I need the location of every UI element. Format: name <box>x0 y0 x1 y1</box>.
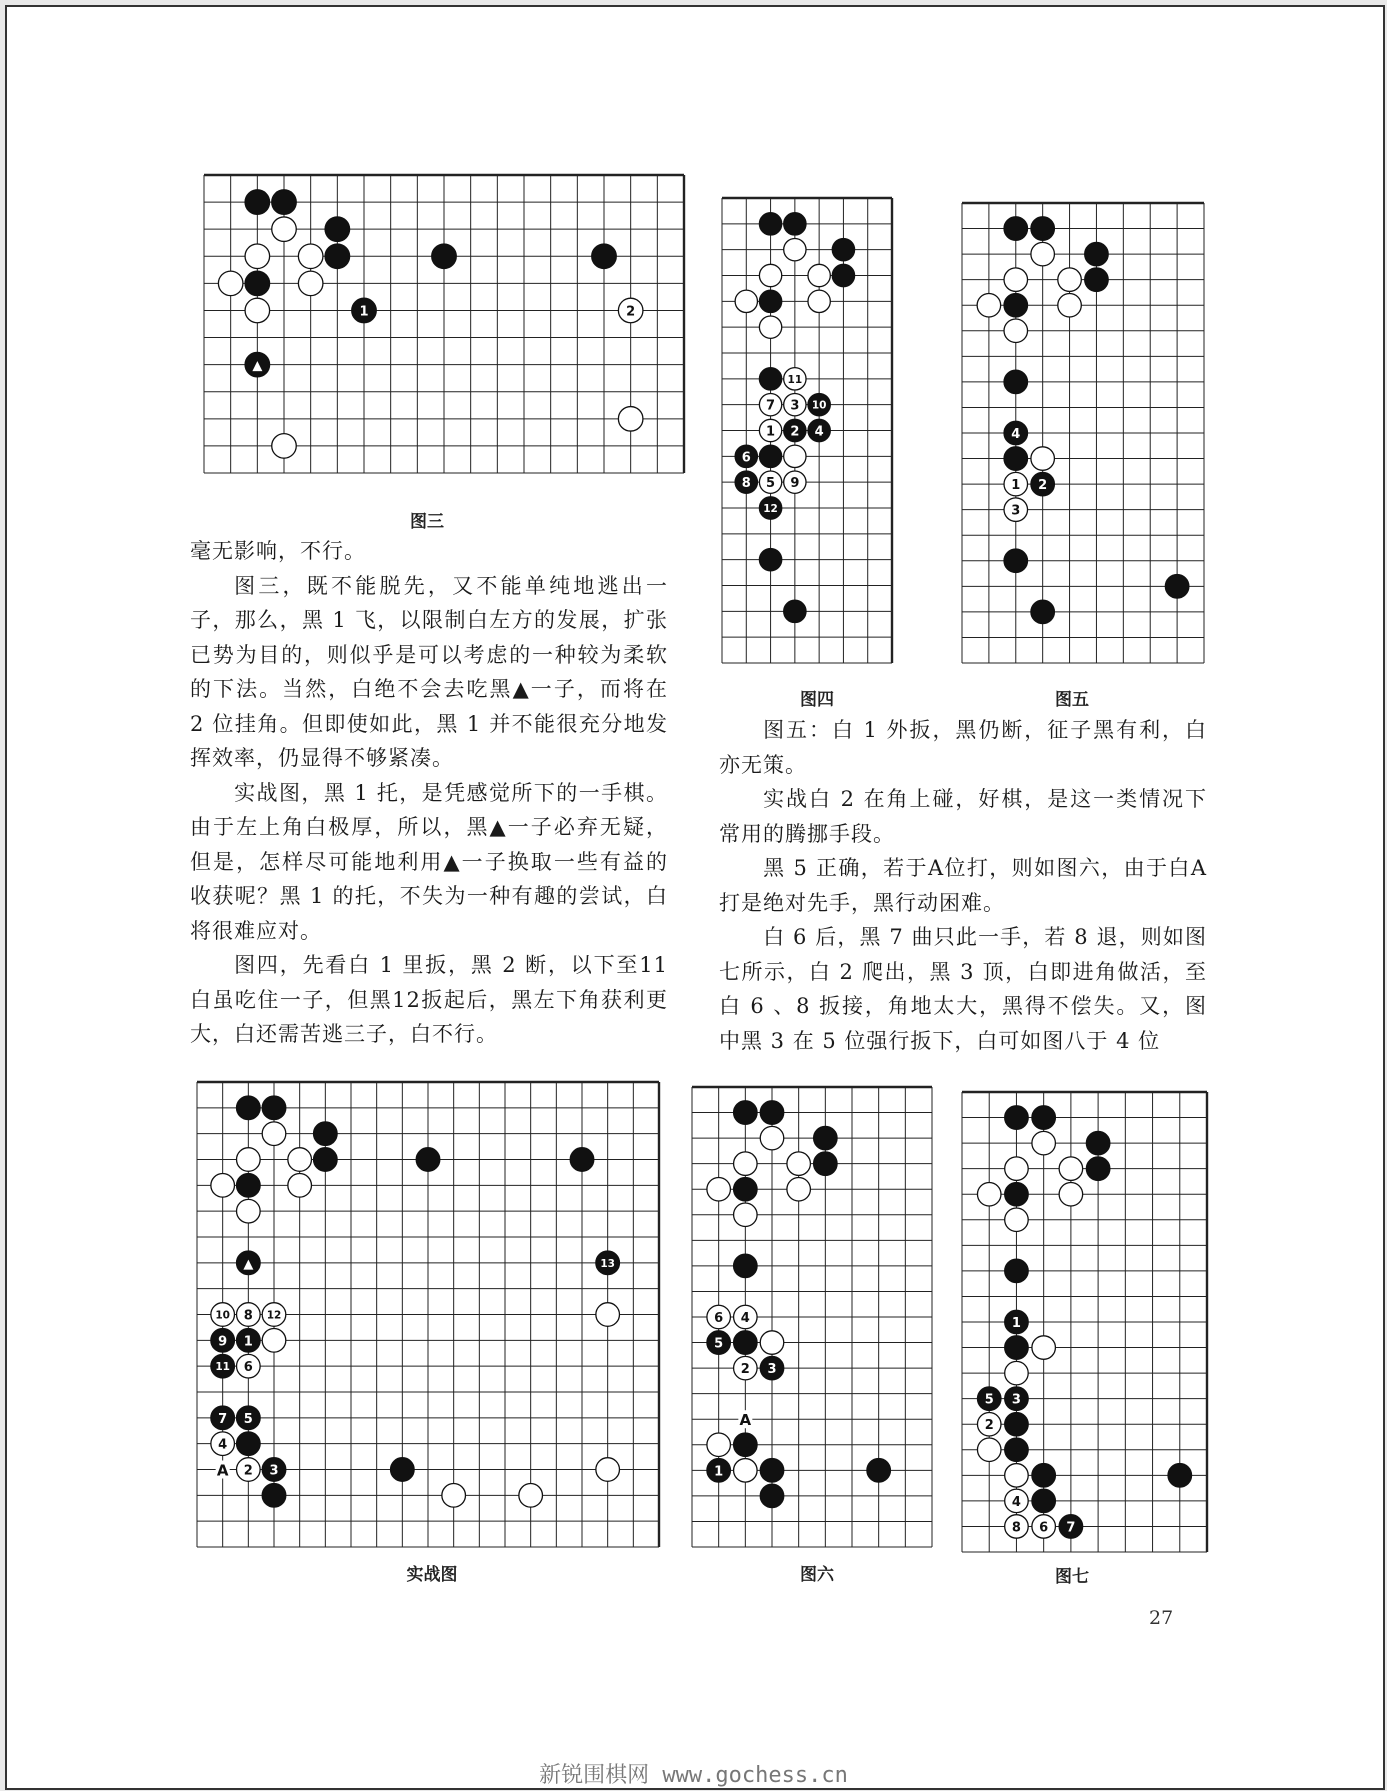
stone-number: 7 <box>766 398 776 414</box>
black-stone <box>759 368 781 390</box>
black-stone <box>759 548 781 570</box>
white-stone <box>1005 1157 1029 1181</box>
caption-fig7: 图七 <box>1055 1567 1089 1587</box>
stone-number: 11 <box>787 373 803 386</box>
black-stone <box>1005 1412 1029 1436</box>
black-stone <box>1086 1157 1110 1181</box>
stone-number: 6 <box>741 450 751 466</box>
paragraph: 毫无影响，不行。 <box>190 539 366 563</box>
stone-number: 1 <box>766 424 776 440</box>
black-stone <box>759 213 781 235</box>
stone-number: 1 <box>359 304 369 320</box>
stone-number: ▲ <box>252 358 263 374</box>
black-stone <box>1165 575 1189 599</box>
white-stone <box>245 244 270 269</box>
black-stone <box>1004 447 1028 471</box>
board-svg <box>962 1092 1207 1552</box>
stone-number: 2 <box>243 1463 253 1479</box>
white-stone <box>1058 268 1082 292</box>
black-stone <box>784 600 806 622</box>
stone-number: 10 <box>215 1309 230 1322</box>
board-fig5 <box>962 203 1204 663</box>
white-stone <box>977 293 1001 317</box>
board-fig3 <box>204 175 684 473</box>
black-stone <box>1086 1131 1110 1155</box>
black-stone <box>832 238 854 260</box>
board-fig4 <box>722 198 892 663</box>
watermark: 新锐围棋网 www.gochess.cn <box>539 1763 848 1788</box>
black-stone <box>1031 217 1055 241</box>
white-stone <box>288 1174 312 1198</box>
black-stone <box>1031 600 1055 624</box>
point-label: A <box>739 1411 752 1430</box>
white-stone <box>808 290 830 312</box>
white-stone <box>808 264 830 286</box>
stone-number: 3 <box>1011 503 1021 519</box>
stone-number: 5 <box>984 1392 994 1408</box>
black-stone <box>262 1484 286 1508</box>
black-stone <box>570 1148 594 1172</box>
stone-number: 3 <box>1011 1392 1021 1408</box>
stone-number: 2 <box>740 1362 750 1378</box>
white-stone <box>1059 1182 1083 1206</box>
board-shizhan <box>197 1082 659 1547</box>
white-stone <box>707 1177 731 1201</box>
caption-shizhan: 实战图 <box>406 1565 458 1585</box>
white-stone <box>262 1122 286 1146</box>
white-stone <box>1004 319 1028 343</box>
caption-fig3: 图三 <box>410 512 444 532</box>
white-stone <box>272 434 297 459</box>
black-stone <box>1004 217 1028 241</box>
paragraph: 实战白 2 在角上碰，好棋，是这一类情况下常用的腾挪手段。 <box>719 787 1207 846</box>
stone-number: 11 <box>215 1361 230 1374</box>
black-stone <box>1005 1259 1029 1283</box>
white-stone <box>977 1438 1001 1462</box>
white-stone <box>298 271 323 296</box>
black-stone <box>760 1101 784 1125</box>
black-stone <box>734 1331 758 1355</box>
black-stone <box>1005 1438 1029 1462</box>
white-stone <box>519 1484 543 1508</box>
white-stone <box>759 316 781 338</box>
stone-number: 5 <box>243 1411 253 1427</box>
stone-number: 3 <box>767 1362 777 1378</box>
white-stone <box>218 271 243 296</box>
black-stone <box>1085 268 1109 292</box>
black-stone <box>1085 242 1109 266</box>
black-stone <box>314 1122 338 1146</box>
white-stone <box>1004 268 1028 292</box>
book-page <box>5 5 1385 1790</box>
white-stone <box>784 445 806 467</box>
white-stone <box>1005 1464 1029 1488</box>
caption-fig4: 图四 <box>800 690 834 710</box>
white-stone <box>734 1459 758 1483</box>
black-stone <box>1005 1336 1029 1360</box>
white-stone <box>618 407 643 432</box>
white-stone <box>211 1174 235 1198</box>
white-stone <box>760 1126 784 1150</box>
white-stone <box>1031 447 1055 471</box>
stone-number: 4 <box>218 1437 228 1453</box>
black-stone <box>1005 1106 1029 1130</box>
paragraph: 实战图，黑 1 托，是凭感觉所下的一手棋。由于左上角白极厚，所以，黑▲一子必弃无疑，但是，怎样尽可能地利用▲一子换取一些有益的收获呢？黑 1 的托，不失为一种有趣的尝试，白将很难应对。 <box>190 780 668 943</box>
right-text-column <box>719 713 1207 1058</box>
white-stone <box>760 1331 784 1355</box>
board-fig6 <box>692 1087 932 1547</box>
black-stone <box>760 1459 784 1483</box>
black-stone <box>391 1458 415 1482</box>
white-stone <box>1005 1208 1029 1232</box>
stone-number: 8 <box>243 1308 253 1324</box>
black-stone <box>1168 1464 1192 1488</box>
board-svg <box>692 1087 932 1547</box>
white-stone <box>237 1148 261 1172</box>
white-stone <box>1031 242 1055 266</box>
black-stone <box>237 1096 261 1120</box>
stone-number: 10 <box>811 399 827 412</box>
white-stone <box>288 1148 312 1172</box>
white-stone <box>787 1152 811 1176</box>
stone-number: 4 <box>1011 427 1021 442</box>
white-stone <box>596 1458 620 1482</box>
paragraph: 图三，既不能脱先，又不能单纯地逃出一子，那么，黑 1 飞，以限制白左方的发展，扩张已势为目的，则似乎是可以考虑的一种较为柔软的下法。当然，白绝不会去吃黑▲一子，而将在 2 位挂角。但即使如此，黑 1 并不能很充分地发挥效率，仍显得不够紧凑。 <box>190 573 668 770</box>
stone-number: 2 <box>790 424 800 440</box>
paragraph: 白 6 后，黑 7 曲只此一手，若 8 退，则如图七所示，白 2 爬出，黑 3 顶，白即进角做活，至白 6 、8 扳接，角地太大，黑得不偿失。又，图中黑 3 在 5 位强行扳下，白可如图八于 4 位 <box>719 925 1207 1053</box>
stone-number: 4 <box>740 1311 750 1326</box>
white-stone <box>977 1182 1001 1206</box>
board-svg <box>197 1082 659 1547</box>
black-stone <box>832 264 854 286</box>
white-stone <box>759 264 781 286</box>
caption-fig5: 图五 <box>1055 690 1089 710</box>
black-stone <box>1004 370 1028 394</box>
stone-number: 12 <box>763 503 778 515</box>
stone-number: 1 <box>714 1464 724 1480</box>
black-stone <box>814 1126 838 1150</box>
white-stone <box>1058 293 1082 317</box>
white-stone <box>784 238 806 260</box>
white-stone <box>298 244 323 269</box>
stone-number: 2 <box>1038 478 1048 494</box>
caption-fig6: 图六 <box>800 1565 834 1585</box>
black-stone <box>245 190 270 215</box>
stone-number: 2 <box>626 304 636 320</box>
board-svg <box>722 198 892 663</box>
white-stone <box>272 217 297 242</box>
white-stone <box>442 1484 466 1508</box>
white-stone <box>237 1199 261 1223</box>
stone-number: 13 <box>600 1257 615 1270</box>
white-stone <box>734 1203 758 1227</box>
white-stone <box>262 1329 286 1353</box>
black-stone <box>734 1433 758 1457</box>
point-label: A <box>216 1461 229 1480</box>
stone-number: 8 <box>1011 1520 1021 1536</box>
board-fig7 <box>962 1092 1207 1552</box>
stone-number: 9 <box>790 476 800 492</box>
black-stone <box>432 244 457 269</box>
paragraph: 黑 5 正确，若于A位打，则如图六，由于白A打是绝对先手，黑行动困难。 <box>719 856 1207 915</box>
white-stone <box>1032 1336 1056 1360</box>
stone-number: 1 <box>1011 1316 1021 1331</box>
paragraph: 图五：白 1 外扳，黑仍断，征子黑有利，白亦无策。 <box>719 718 1207 777</box>
black-stone <box>237 1174 261 1198</box>
white-stone <box>707 1433 731 1457</box>
stone-number: 5 <box>766 476 776 492</box>
black-stone <box>416 1148 440 1172</box>
black-stone <box>759 290 781 312</box>
white-stone <box>1032 1131 1056 1155</box>
black-stone <box>592 244 617 269</box>
stone-number: 7 <box>218 1411 228 1427</box>
stone-number: ▲ <box>243 1256 254 1272</box>
stone-number: 1 <box>1011 478 1021 494</box>
stone-number: 4 <box>814 424 824 440</box>
black-stone <box>272 190 297 215</box>
black-stone <box>734 1177 758 1201</box>
black-stone <box>325 244 350 269</box>
page-number: 27 <box>1149 1607 1174 1629</box>
stone-number: 6 <box>714 1311 724 1326</box>
black-stone <box>867 1459 891 1483</box>
board-svg <box>204 175 684 473</box>
black-stone <box>734 1101 758 1125</box>
black-stone <box>1004 549 1028 573</box>
black-stone <box>262 1096 286 1120</box>
stone-number: 5 <box>714 1336 724 1352</box>
stone-number: 12 <box>266 1309 282 1322</box>
black-stone <box>734 1254 758 1278</box>
black-stone <box>314 1148 338 1172</box>
black-stone <box>325 217 350 242</box>
black-stone <box>814 1152 838 1176</box>
white-stone <box>245 298 270 323</box>
white-stone <box>1005 1361 1029 1385</box>
black-stone <box>760 1484 784 1508</box>
paragraph: 图四，先看白 1 里扳，黑 2 断，以下至11白虽吃住一子，但黑12扳起后，黑左下角获利更大，白还需苦逃三子，白不行。 <box>190 953 668 1046</box>
white-stone <box>735 290 757 312</box>
stone-number: 3 <box>269 1463 279 1479</box>
black-stone <box>784 213 806 235</box>
stone-number: 2 <box>984 1418 994 1434</box>
white-stone <box>1059 1157 1083 1181</box>
black-stone <box>1032 1106 1056 1130</box>
black-stone <box>1032 1489 1056 1513</box>
stone-number: 4 <box>1011 1494 1021 1510</box>
stone-number: 8 <box>741 476 751 492</box>
black-stone <box>245 271 270 296</box>
black-stone <box>1005 1182 1029 1206</box>
white-stone <box>596 1303 620 1327</box>
white-stone <box>734 1152 758 1176</box>
white-stone <box>787 1177 811 1201</box>
stone-number: 9 <box>218 1334 228 1350</box>
black-stone <box>1032 1464 1056 1488</box>
stone-number: 7 <box>1066 1520 1076 1536</box>
board-svg <box>962 203 1204 663</box>
black-stone <box>1004 293 1028 317</box>
black-stone <box>237 1432 261 1456</box>
stone-number: 1 <box>243 1334 253 1350</box>
stone-number: 6 <box>243 1360 253 1376</box>
stone-number: 6 <box>1039 1520 1049 1536</box>
black-stone <box>759 445 781 467</box>
left-text-column <box>190 534 668 1052</box>
stone-number: 3 <box>790 398 800 414</box>
